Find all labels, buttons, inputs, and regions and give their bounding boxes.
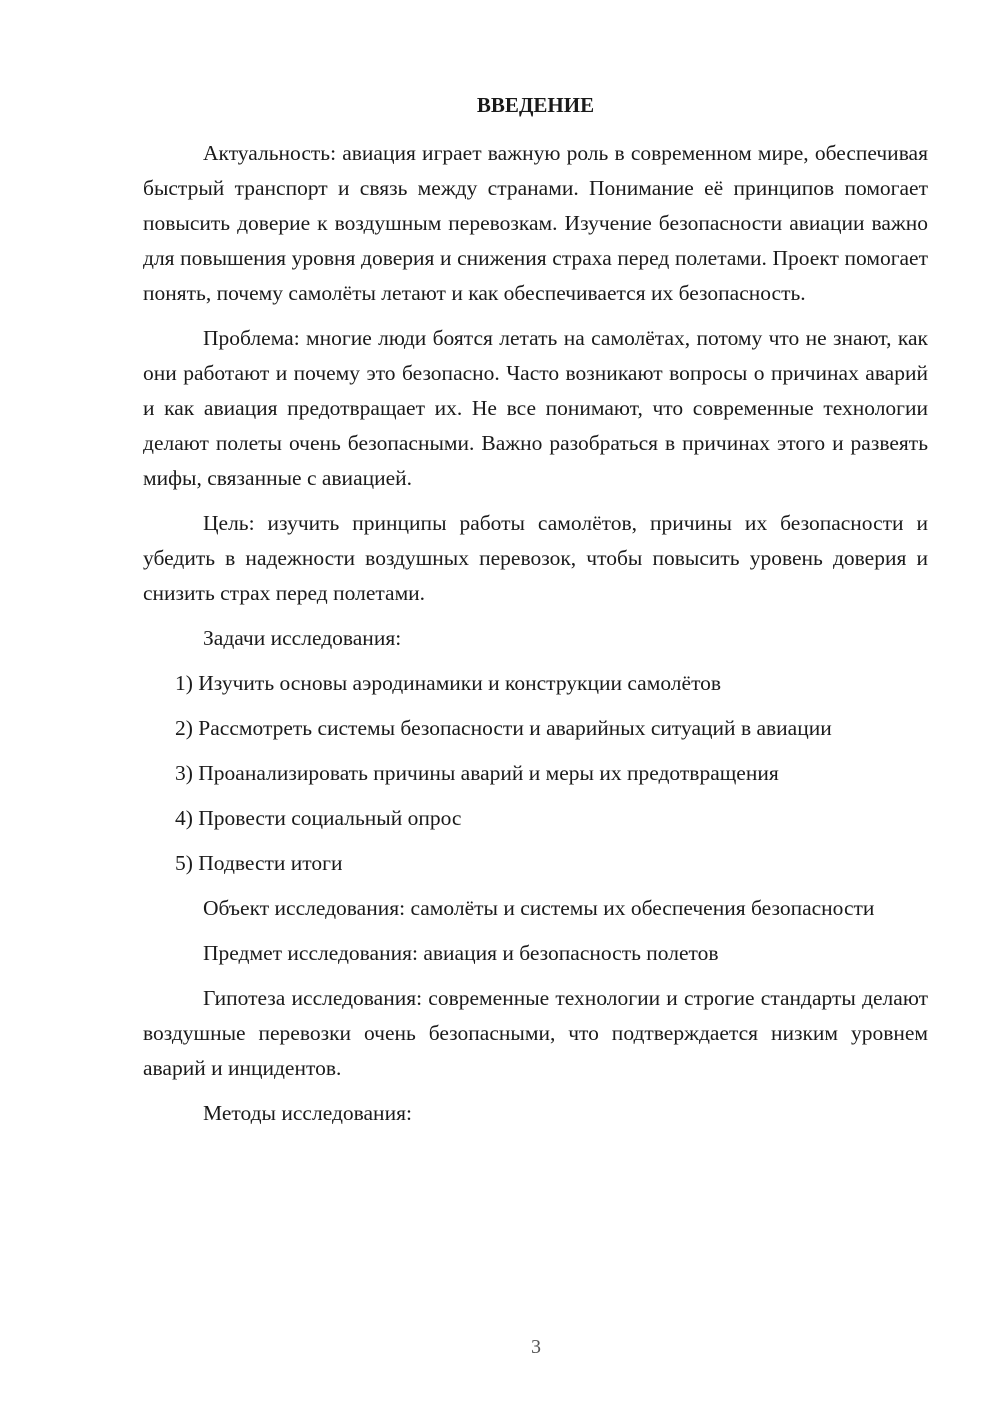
task-item-2: 2) Рассмотреть системы безопасности и аварийных ситуаций в авиации — [175, 716, 832, 740]
task-item-1: 1) Изучить основы аэродинамики и конструкции самолётов — [175, 671, 722, 695]
goal-paragraph: Цель: изучить принципы работы самолётов, причины их безопасности и убедить в надежности воздушных перевозок, чтобы повысить уровень доверия и снизить страх перед полетами. — [143, 511, 928, 605]
hypothesis-paragraph: Гипотеза исследования: современные технологии и строгие стандарты делают воздушные перевозки очень безопасными, что подтверждается низким уровнем аварий и инцидентов. — [143, 986, 928, 1080]
methods-heading: Методы исследования: — [203, 1101, 412, 1125]
object-paragraph: Объект исследования: самолёты и системы их обеспечения безопасности — [203, 896, 875, 920]
task-item-4: 4) Провести социальный опрос — [175, 806, 462, 830]
section-title: ВВЕДЕНИЕ — [476, 93, 595, 117]
task-item-5: 5) Подвести итоги — [175, 851, 343, 875]
tasks-heading: Задачи исследования: — [203, 626, 402, 650]
task-item-3: 3) Проанализировать причины аварий и меры их предотвращения — [175, 761, 779, 785]
subject-paragraph: Предмет исследования: авиация и безопасность полетов — [203, 941, 719, 965]
problem-paragraph: Проблема: многие люди боятся летать на самолётах, потому что не знают, как они работают и почему это безопасно. Часто возникают вопросы о причинах аварий и как авиация предотвращает их. Не все понимают, что современные технологии делают полеты очень безопасными. Важно разобраться в причинах этого и развеять мифы, связанные с авиацией. — [143, 326, 928, 490]
page-number: 3 — [531, 1336, 541, 1358]
tasks-list — [143, 666, 928, 881]
document-page — [143, 90, 928, 1141]
relevance-paragraph: Актуальность: авиация играет важную роль в современном мире, обеспечивая быстрый транспорт и связь между странами. Понимание её принципов помогает повысить доверие к воздушным перевозкам. Изучение безопасности авиации важно для повышения уровня доверия и снижения страха перед полетами. Проект помогает понять, почему самолёты летают и как обеспечивается их безопасность. — [143, 141, 928, 305]
